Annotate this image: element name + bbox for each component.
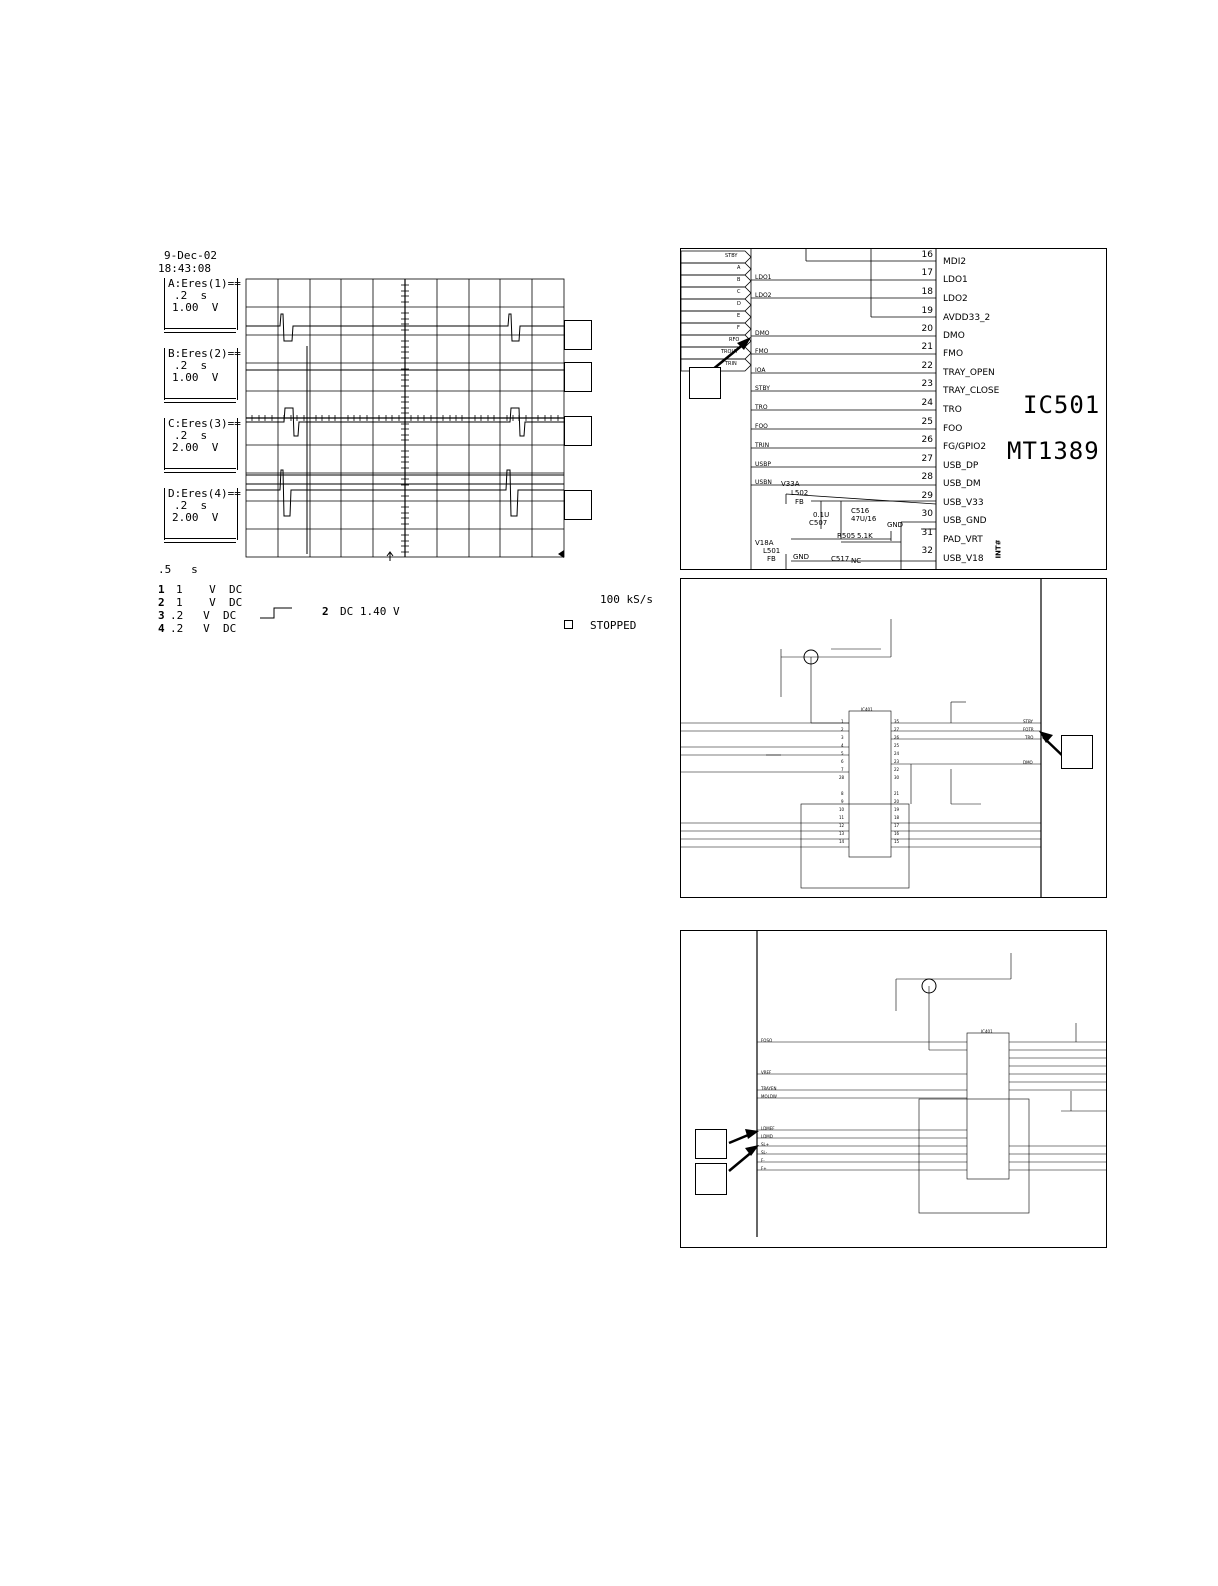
channel-b-volts: 1.00 V xyxy=(172,371,219,384)
driver-2-ref-box-1 xyxy=(695,1129,727,1159)
net-stby: STBY xyxy=(755,385,770,392)
channel-b-timebase: .2 s xyxy=(174,359,208,372)
channel-a-timebase: .2 s xyxy=(174,289,208,302)
comp-l501: L501 xyxy=(763,547,781,555)
pin-27-num: 27 xyxy=(921,454,933,464)
driver-1-rpin-35: 35 xyxy=(894,719,900,724)
driver-1-lpin-2: 2 xyxy=(841,727,844,732)
pin-25-num: 25 xyxy=(921,417,933,427)
net-dmo: DMO xyxy=(755,330,770,337)
sig-trout: TROUT xyxy=(721,349,739,355)
pin-27-name: USB_DP xyxy=(943,461,979,471)
driver-2-label-ldmef: LDMEF xyxy=(761,1126,775,1131)
sig-d: D xyxy=(737,301,741,307)
driver-1-lpin-3: 3 xyxy=(841,735,844,740)
driver-2-ic-ref: IC401 xyxy=(981,1029,993,1034)
pin-25-name: FOO xyxy=(943,424,963,434)
pin-28-name: USB_DM xyxy=(943,479,981,489)
ch3-num: 3 xyxy=(158,609,165,622)
pin-24-num: 24 xyxy=(921,398,933,408)
pin-19-num: 19 xyxy=(921,306,933,316)
comp-c507-value: 0.1U xyxy=(813,511,830,519)
driver-1-rpin-18: 18 xyxy=(894,815,900,820)
sig-a: A xyxy=(737,265,741,271)
driver-1-lpin-4: 4 xyxy=(841,743,844,748)
ic501-schematic-panel xyxy=(680,248,1107,570)
sig-e: E xyxy=(737,313,741,319)
pin-30-num: 30 xyxy=(921,509,933,519)
driver-1-label-dmo: DMO xyxy=(1023,760,1033,765)
pin-26-num: 26 xyxy=(921,435,933,445)
ic501-name: IC501 xyxy=(1023,391,1101,419)
pin-22-name: TRAY_OPEN xyxy=(943,368,995,378)
comp-c516-value: 47U/16 xyxy=(851,515,877,523)
trigger-channel: 2 xyxy=(322,605,329,618)
ch4-setting: .2 V DC xyxy=(170,622,237,635)
pin-31-num: 31 xyxy=(921,528,933,538)
net-usbn: USBN xyxy=(755,479,772,486)
driver-1-rpin-25: 25 xyxy=(894,743,900,748)
channel-c-timebase: .2 s xyxy=(174,429,208,442)
driver-1-lpin-6: 6 xyxy=(841,759,844,764)
sig-f: F xyxy=(737,325,740,331)
waveform-ref-box-4 xyxy=(564,490,592,520)
sig-rfo: RFO xyxy=(729,337,740,343)
pin-26-name: FG/GPIO2 xyxy=(943,442,987,452)
pin-16-num: 16 xyxy=(921,250,933,260)
channel-c-box xyxy=(164,417,241,470)
pin-31-name: PAD_VRT xyxy=(943,535,983,545)
comp-int: INT# xyxy=(994,539,1003,559)
sig-stby: STBY xyxy=(725,253,738,259)
comp-c516: C516 xyxy=(851,507,870,515)
net-ldo2: LDO2 xyxy=(755,292,772,299)
driver-1-rpin-16: 16 xyxy=(894,831,900,836)
driver-1-rpin-20: 20 xyxy=(894,799,900,804)
pin-17-num: 17 xyxy=(921,268,933,278)
driver-1-label-stby: STBY xyxy=(1023,719,1033,724)
channel-d-label: D:Eres(4)== xyxy=(168,487,241,500)
driver-2-label-moldw: MOLDW xyxy=(761,1094,777,1099)
driver-schematic-panel-2 xyxy=(680,930,1107,1248)
sig-b: B xyxy=(737,277,741,283)
driver-1-rpin-26: 26 xyxy=(894,735,900,740)
channel-d-timebase: .2 s xyxy=(174,499,208,512)
driver-2-label-ldmd: LDMD xyxy=(761,1134,773,1139)
comp-c517: C517 xyxy=(831,555,850,563)
comp-fb2: FB xyxy=(767,555,776,563)
pin-20-num: 20 xyxy=(921,324,933,334)
driver-1-lpin-13: 13 xyxy=(839,831,845,836)
driver-1-rpin-23: 23 xyxy=(894,759,900,764)
scope-date: 9-Dec-02 xyxy=(164,249,217,262)
driver-1-ref-box xyxy=(1061,735,1093,769)
net-ldo1: LDO1 xyxy=(755,274,772,281)
channel-b-label: B:Eres(2)== xyxy=(168,347,241,360)
net-foo: FOO xyxy=(755,423,768,430)
driver-1-rpin-27: 27 xyxy=(894,727,900,732)
comp-v18a: V18A xyxy=(755,539,774,547)
pin-18-name: LDO2 xyxy=(943,294,968,304)
driver-2-label-vref: VREF xyxy=(761,1070,772,1075)
comp-gnd2: GND xyxy=(793,553,810,561)
driver-2-label-sl-minus: SL- xyxy=(761,1150,768,1155)
scope-status: STOPPED xyxy=(590,619,637,632)
waveform-ref-box-3 xyxy=(564,416,592,446)
driver-1-lpin-28: 28 xyxy=(839,775,845,780)
driver-1-lpin-5: 5 xyxy=(841,751,844,756)
sig-c: C xyxy=(737,289,741,295)
pin-16-name: MDI2 xyxy=(943,257,967,267)
ch1-num: 1 xyxy=(158,583,165,596)
channel-d-volts: 2.00 V xyxy=(172,511,219,524)
ch2-setting: 1 V DC xyxy=(176,596,243,609)
channel-a-box xyxy=(164,277,241,330)
pin-24-name: TRO xyxy=(943,405,962,415)
net-trin: TRIN xyxy=(755,442,770,449)
comp-r505: R505 xyxy=(837,532,856,540)
comp-v33a: V33A xyxy=(781,480,800,488)
net-fmo: FMO xyxy=(755,348,769,355)
driver-2-ref-box-2 xyxy=(695,1163,727,1195)
ic501-ref-box xyxy=(689,367,721,399)
pin-32-name: USB_V18 xyxy=(943,554,984,564)
scope-timebase: .5 s xyxy=(158,563,198,576)
ch2-num: 2 xyxy=(158,596,165,609)
net-tro: TRO xyxy=(755,404,768,411)
pin-20-name: DMO xyxy=(943,331,965,341)
sample-rate: 100 kS/s xyxy=(600,593,653,606)
pin-28-num: 28 xyxy=(921,472,933,482)
net-ioa: IOA xyxy=(755,367,766,374)
channel-b-box xyxy=(164,347,241,400)
comp-r505-value: 5.1K xyxy=(857,532,873,540)
waveform-ref-box-1 xyxy=(564,320,592,350)
pin-23-num: 23 xyxy=(921,379,933,389)
driver-1-lpin-1: 1 xyxy=(841,719,844,724)
trigger-level: DC 1.40 V xyxy=(340,605,400,618)
driver-2-label-f-plus: F+ xyxy=(761,1166,767,1171)
channel-a-label: A:Eres(1)== xyxy=(168,277,241,290)
driver-1-lpin-9: 9 xyxy=(841,799,844,804)
pin-21-num: 21 xyxy=(921,342,933,352)
pin-29-name: USB_V33 xyxy=(943,498,984,508)
driver-1-label-fotr: FOTR xyxy=(1023,727,1034,732)
driver-schematic-panel-1 xyxy=(680,578,1107,898)
trigger-edge-icon xyxy=(260,606,294,620)
pin-22-num: 22 xyxy=(921,361,933,371)
pin-32-num: 32 xyxy=(921,546,933,556)
pin-18-num: 18 xyxy=(921,287,933,297)
status-indicator-icon xyxy=(564,620,573,629)
pin-17-name: LDO1 xyxy=(943,275,968,285)
driver-1-lpin-10: 10 xyxy=(839,807,845,812)
pin-19-name: AVDD33_2 xyxy=(943,313,991,323)
scope-graticule xyxy=(240,278,580,568)
scope-time: 18:43:08 xyxy=(158,262,211,275)
pin-23-name: TRAY_CLOSE xyxy=(943,386,1000,396)
driver-2-label-f-minus: F- xyxy=(761,1158,765,1163)
comp-fb1: FB xyxy=(795,498,804,506)
ch3-setting: .2 V DC xyxy=(170,609,237,622)
comp-nc: NC xyxy=(851,557,862,565)
driver-1-ic-ref: IC401 xyxy=(861,707,873,712)
driver-2-label-sl-plus: SL+ xyxy=(761,1142,770,1147)
waveform-ref-box-2 xyxy=(564,362,592,392)
driver-1-rpin-15: 15 xyxy=(894,839,900,844)
channel-c-label: C:Eres(3)== xyxy=(168,417,241,430)
driver-2-label-trayen: TRAYEN xyxy=(761,1086,777,1091)
driver-2-label-foso: FOSO xyxy=(761,1038,773,1043)
driver-1-rpin-17: 17 xyxy=(894,823,900,828)
ic501-part: MT1389 xyxy=(1007,437,1100,465)
driver-1-rpin-19: 19 xyxy=(894,807,900,812)
comp-gnd1: GND xyxy=(887,521,904,529)
driver-1-lpin-7: 7 xyxy=(841,767,844,772)
pin-30-name: USB_GND xyxy=(943,516,987,526)
pin-29-num: 29 xyxy=(921,491,933,501)
channel-c-volts: 2.00 V xyxy=(172,441,219,454)
channel-a-volts: 1.00 V xyxy=(172,301,219,314)
channel-d-box xyxy=(164,487,241,540)
net-usbp: USBP xyxy=(755,461,771,468)
driver-1-lpin-14: 14 xyxy=(839,839,845,844)
ch1-setting: 1 V DC xyxy=(176,583,243,596)
driver-1-label-tro: TRO xyxy=(1025,735,1034,740)
driver-1-lpin-11: 11 xyxy=(839,815,845,820)
driver-1-lpin-8: 8 xyxy=(841,791,844,796)
driver-1-rpin-22: 22 xyxy=(894,767,900,772)
comp-l502: L502 xyxy=(791,489,809,497)
comp-c507: C507 xyxy=(809,519,828,527)
ch4-num: 4 xyxy=(158,622,165,635)
driver-1-lpin-12: 12 xyxy=(839,823,845,828)
driver-1-rpin-30: 30 xyxy=(894,775,900,780)
driver-1-rpin-21: 21 xyxy=(894,791,900,796)
driver-1-rpin-24: 24 xyxy=(894,751,900,756)
pin-21-name: FMO xyxy=(943,349,964,359)
driver-2-wiring xyxy=(681,931,1106,1247)
sig-trin: TRIN xyxy=(725,361,737,367)
